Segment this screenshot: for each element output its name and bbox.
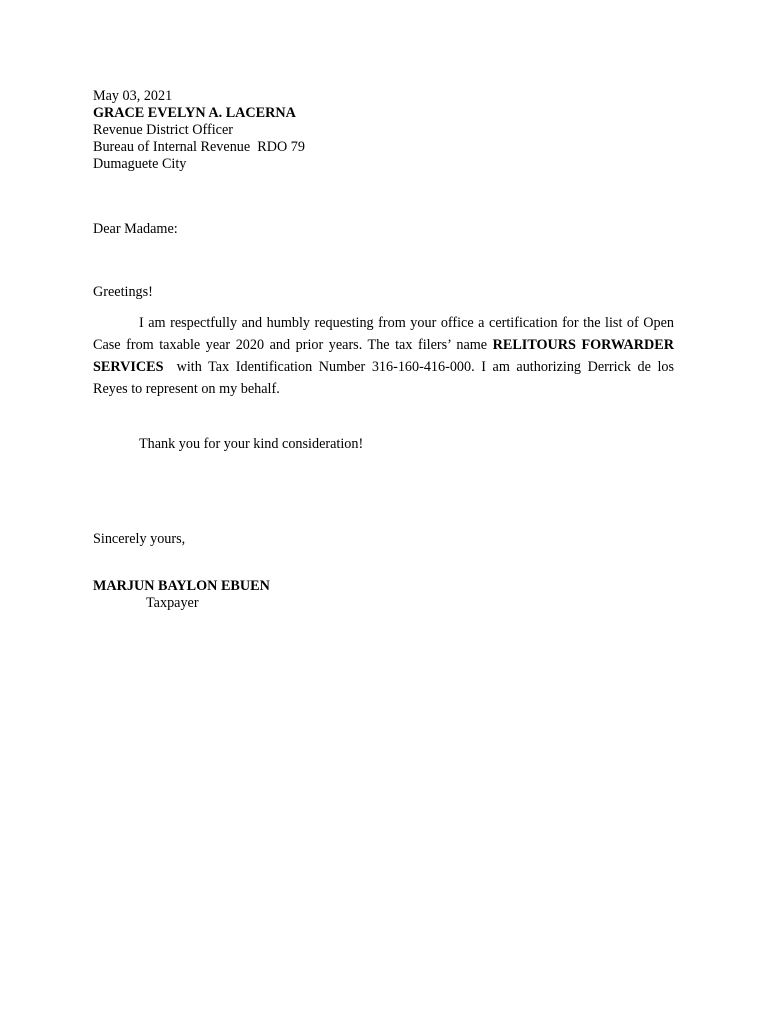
greeting: Greetings! — [93, 284, 153, 300]
signatory-name: MARJUN BAYLON EBUEN — [93, 578, 270, 594]
closing: Sincerely yours, — [93, 531, 186, 547]
salutation: Dear Madame: — [93, 221, 178, 237]
recipient-name: GRACE EVELYN A. LACERNA — [93, 105, 296, 121]
signatory-title: Taxpayer — [146, 595, 199, 611]
recipient-office: Bureau of Internal Revenue RDO 79 — [93, 139, 305, 155]
thanks-line: Thank you for your kind consideration! — [139, 436, 364, 452]
body-text-part2: with Tax Identification Number 316-160-416-000. I am authorizing Derrick de los Reyes to represent on my behalf. — [93, 359, 678, 397]
letter-date: May 03, 2021 — [93, 88, 173, 104]
body-paragraph — [93, 312, 678, 400]
body-text-part1: I am respectfully and humbly requesting from your office a certification for the list of Open Case from taxable year 2020 and prior years. The tax filers’ name — [93, 315, 674, 353]
recipient-city: Dumaguete City — [93, 156, 187, 172]
recipient-title: Revenue District Officer — [93, 122, 233, 138]
company-name: RELITOURS FORWARDER SERVICES — [93, 337, 674, 375]
